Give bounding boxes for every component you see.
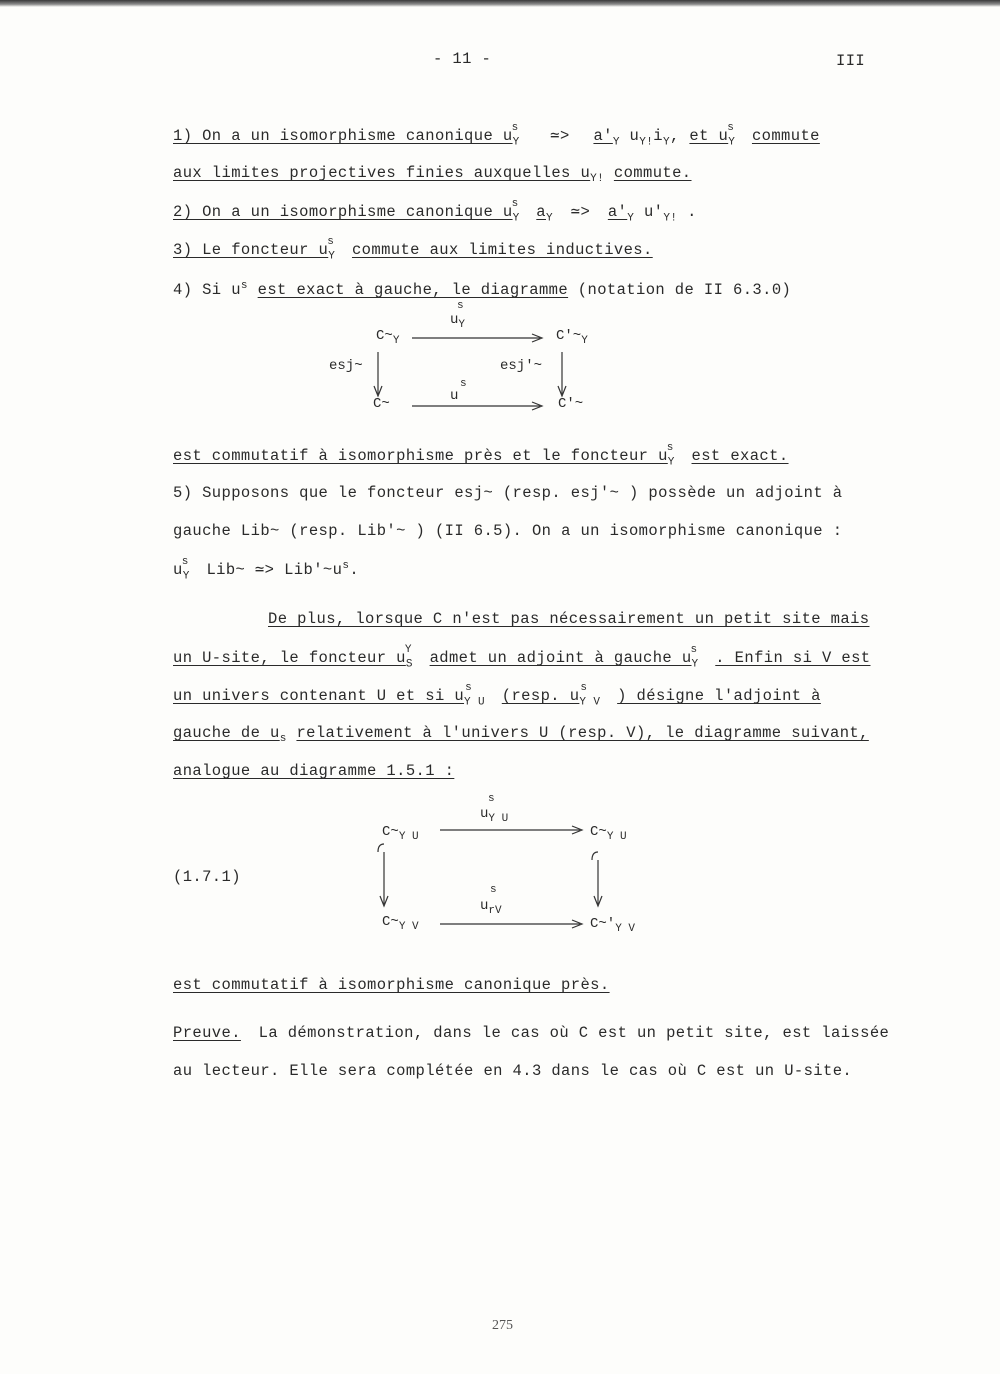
d1-top-arrow-label: $u_Y$ bbox=[450, 312, 466, 331]
d2-top-left: $C\sim_{Y U}$ bbox=[382, 824, 419, 843]
item5-line3: $u_Y^s$ Lib~ ≃> $Lib'\sim u^s$. bbox=[173, 556, 360, 583]
item3: 3) Le foncteur $u_Y^s$ commute aux limites inductives. bbox=[173, 236, 653, 263]
proof-label: Preuve. bbox=[173, 1024, 241, 1042]
d1-bottom-arrow-label: u bbox=[450, 388, 459, 404]
paragraph-line4: gauche de $u_s$ relativement à l'univers U (resp. V), le diagramme suivant, bbox=[173, 724, 869, 746]
d2-top-arrow-label: $u_{Y U}$ bbox=[480, 806, 509, 825]
d1-top-right: $C'\sim_Y$ bbox=[556, 328, 588, 347]
paragraph-line2: un U-site, le foncteur $u_S^Y$ admet un adjoint à gauche $u_Y^s$ . Enfin si V est bbox=[173, 644, 871, 671]
d1-bottom-right: C'~ bbox=[558, 396, 584, 412]
paragraph-line3: un univers contenant U et si $u_{Y U}^s$ (resp. $u_{Y V}^s$ ) désigne l'adjoint à bbox=[173, 682, 821, 709]
d1-left-arrow-label: esj~ bbox=[329, 358, 363, 374]
d2-bottom-right: $C\sim'_{Y V}$ bbox=[590, 916, 636, 935]
proof-line2: au lecteur. Elle sera complétée en 4.3 dans le cas où C est un U-site. bbox=[173, 1062, 853, 1080]
diagram-conclusion: est commutatif à isomorphisme canonique près. bbox=[173, 976, 610, 994]
d2-bottom-left: $C\sim_{Y V}$ bbox=[382, 914, 419, 933]
item5-line2: gauche Lib~ (resp. Lib'~ ) (II 6.5). On a un isomorphisme canonique : bbox=[173, 522, 843, 540]
item4-conclusion: est commutatif à isomorphisme près et le foncteur $u_Y^s$ est exact. bbox=[173, 442, 789, 469]
d2-top-right: $C\sim_{Y U}$ bbox=[590, 824, 627, 843]
equation-label: (1.7.1) bbox=[173, 868, 241, 886]
paragraph-line5: analogue au diagramme 1.5.1 : bbox=[173, 762, 455, 780]
item1-line2: aux limites projectives finies auxquelles $u_{Y!}$ commute. bbox=[173, 164, 692, 186]
paragraph-line1: De plus, lorsque C n'est pas nécessairement un petit site mais bbox=[268, 610, 870, 628]
chapter-number: III bbox=[836, 52, 866, 70]
page-marker: - 11 - bbox=[433, 50, 492, 68]
d2-bottom-arrow-label: $u_{rV}$ bbox=[480, 898, 502, 917]
d1-top-left: $C\sim_Y$ bbox=[376, 328, 400, 347]
page-number: 275 bbox=[492, 1318, 513, 1333]
d1-top-arrow-sup: s bbox=[457, 300, 464, 312]
item4: 4) Si $u^s$ est exact à gauche, le diagramme (notation de II 6.3.0) bbox=[173, 280, 792, 300]
d1-bottom-arrow-sup: s bbox=[460, 378, 467, 390]
item5-line1: 5) Supposons que le foncteur esj~ (resp. esj'~ ) possède un adjoint à bbox=[173, 484, 843, 502]
d2-bottom-arrow-sup: s bbox=[490, 884, 497, 896]
item1-line1: 1) On a un isomorphisme canonique $u_Y^s$ ≃> $a'_Y$ $u_{Y!}i_Y$, et $u_Y^s$ commute bbox=[173, 122, 820, 149]
item2: 2) On a un isomorphisme canonique $u_Y^s$ $a_Y$ ≃> $a'_Y$ $u'_{Y!}$ . bbox=[173, 198, 697, 225]
d1-right-arrow-label: esj'~ bbox=[500, 358, 543, 374]
proof-line1: Preuve. La démonstration, dans le cas où C est un petit site, est laissée bbox=[173, 1024, 890, 1042]
d2-top-arrow-sup: s bbox=[488, 793, 495, 805]
d1-bottom-left: C~ bbox=[373, 396, 390, 412]
